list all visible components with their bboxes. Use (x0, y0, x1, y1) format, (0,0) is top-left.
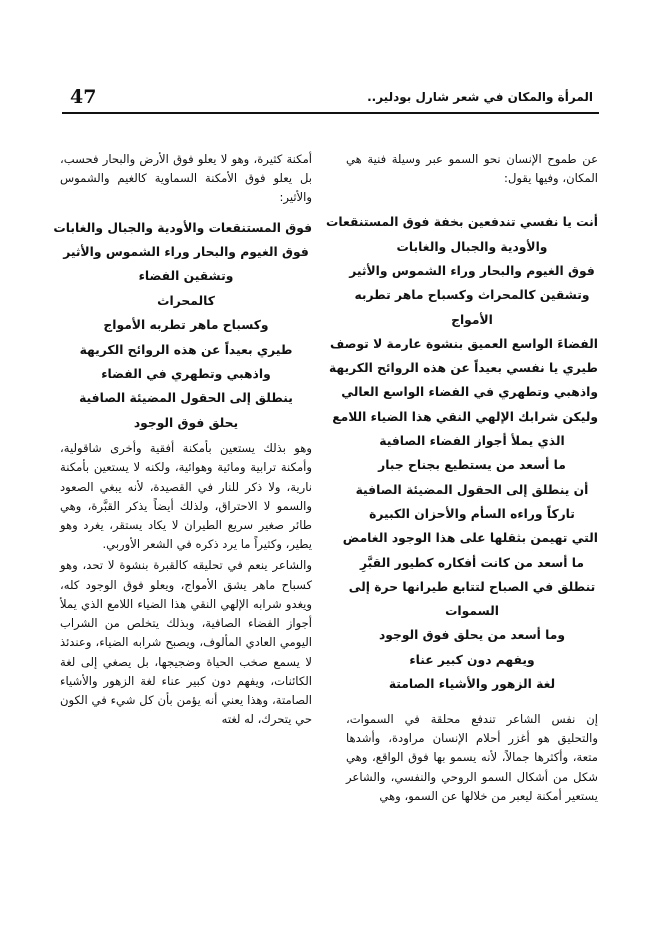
verse-line: فوق المستنقعات والأودية والجبال والغابات (53, 220, 312, 235)
text-line: وهو بذلك يستعين بأمكنة أفقية وأخرى (110, 441, 312, 456)
verse-line: فوق الغيوم والبحار وراء الشموس والأثير (349, 264, 595, 278)
page-header (62, 86, 599, 110)
right-closing-paragraph (346, 710, 598, 806)
verse-line: فوق الغيوم والبحار وراء الشموس والأثير (63, 245, 309, 260)
verse-line: التي تهيمن بثقلها على هذا الوجود الغامض (342, 531, 598, 546)
verse-line: وتشقين الفضاء (138, 269, 234, 284)
text-line: الصافية، وبذلك يتخلص من الشراب اليومي (60, 616, 312, 650)
left-paragraph-3 (60, 556, 312, 729)
left-verse-block (53, 216, 312, 436)
text-line: كالغيم والشموس والأثير: (60, 171, 312, 205)
verse-line: تنطلق في الصباح لتتابع طيرانها حرة إلى (348, 579, 596, 594)
text-line: الشعر الأوربي. (102, 537, 173, 552)
right-verse-block (326, 210, 598, 696)
verse-line: ما أسعد من يستطيع بجناح جبار (378, 458, 566, 473)
page-number: 47 (70, 86, 97, 108)
right-column (326, 150, 599, 803)
verse-line: طيري بعيداً عن هذه الروائح الكريهة (79, 342, 293, 357)
text-line: بأن كل شيء في الكون حي يتحرك، له لغته (60, 692, 312, 727)
text-line: هي المكان، وفيها يقول: (346, 152, 598, 186)
verse-line: أنت يا نفسي تندفعين بخفة فوق المستنقعات (326, 215, 598, 230)
verse-line: كالمحراث (157, 293, 215, 308)
verse-line: واذهبي وتطهري في الفضاء (101, 367, 271, 382)
text-line: مراودة، وأشدها متعة، وأكثرها جمالاً، لأنه (346, 731, 598, 765)
verse-line: الذي يملأ أجواز الفضاء الصافية (379, 434, 565, 449)
running-title: المرأة والمكان في شعر شارل بودلير.. (367, 90, 593, 104)
text-line: أمكنة ليعبر من خلالها عن السمو، وهي (379, 788, 562, 803)
verse-line: يحلق فوق الوجود (133, 415, 239, 430)
left-intro-paragraph (60, 150, 312, 208)
text-line: شاقولية، وأمكنة ترابية ومائية وهوائية، (60, 441, 312, 475)
text-line: الزهور والأشياء الصامتة، وهذا يعني أنه يؤمن (60, 673, 312, 707)
verse-line: وتشقين كالمحراث وكسباح ماهر تطربه (354, 288, 590, 303)
text-line: لا يسمع صخب الحياة وضجيجها، بل يصغي (102, 654, 312, 669)
text-line: فوق الوجود كله، ويغدو شرابه الإلهي النقي (60, 577, 313, 611)
verse-line: وليكن شرابك الإلهي النقي هذا الضياء اللامع (332, 409, 598, 424)
text-line: الاحتراق، ولذلك أيضاً يذكر القبَّرة، وهي (60, 498, 258, 513)
text-line: طائر صغير سريع الطيران لا يكاد يستقر، (109, 518, 312, 533)
verse-line: السموات (445, 604, 499, 619)
verse-line: وكسباح ماهر تطربه الأمواج (103, 318, 269, 333)
text-line: أمكنة كثيرة، وهو لا يعلو فوق الأرض والبحار (102, 152, 312, 166)
verse-line: ينطلق إلى الحقول المضيئة الصافية (79, 391, 293, 406)
verse-line: واذهبي وتطهري في الفضاء الواسع العالي (341, 385, 598, 400)
text-line: يغرد وهو يطير، وكثيراً ما يرد ذكره في (60, 518, 312, 552)
right-intro-paragraph (346, 150, 598, 188)
verse-line: الفضاءَ الواسع العميق بنشوة عارمة لا توصف (329, 336, 598, 351)
left-column (53, 150, 313, 729)
text-line: السمو الروحي والنفسي، والشاعر يستعير (346, 769, 598, 803)
text-line: هذا الضياء اللامع الذي يملأ أجواز الفضاء (60, 596, 313, 631)
text-line: يسمو بها فوق الواقع، وهي شكل من أشكال (346, 750, 598, 784)
text-line: تحد، وهو كسباح ماهر يشق الأمواج، ويعلو (60, 558, 312, 592)
text-line: ولكنه لا يستعين بأمكنة نارية، ولا ذكر (60, 460, 312, 494)
text-line: عن طموح الإنسان نحو السمو عبر وسيلة فنية (367, 152, 598, 166)
text-line: العادي المألوف، ويصبح شرابه الضياء، وعندئذ (60, 635, 276, 650)
left-paragraph-2 (60, 439, 312, 554)
text-line: للنار في القصيدة، لأنه يبغي الصعود والسمو لا (60, 479, 312, 513)
verse-line: ويفهم دون كبير عناء (409, 652, 535, 667)
verse-line: تاركاً وراءه السأم والأحزان الكبيرة (369, 506, 575, 521)
verse-line: الأمواج (451, 312, 493, 327)
header-rule (62, 112, 599, 114)
verse-line: وما أسعد من يحلق فوق الوجود (378, 628, 566, 643)
text-line: والشاعر ينعم في تحليقه كالقبرة بنشوة لا (107, 558, 312, 573)
verse-line: طيري يا نفسي بعيداً عن هذه الروائح الكريهة (328, 361, 598, 376)
verse-line: والأودية والجبال والغابات (396, 239, 548, 254)
verse-line: ما أسعد من كانت أفكاره كطيور القبَّرِ (359, 555, 585, 570)
text-line: فحسب، بل يعلو فوق الأمكنة السماوية (60, 152, 312, 186)
text-line: إن نفس الشاعر تندفع محلقة في (404, 712, 598, 726)
text-line: السموات، والتحليق هو أغزر أحلام الإنسان (346, 712, 599, 746)
verse-line: لغة الزهور والأشياء الصامتة (388, 677, 556, 692)
verse-line: أن ينطلق إلى الحقول المضيئة الصافية (355, 482, 589, 497)
text-line: إلى لغة الكائنات، ويفهم دون كبير عناء لغة (60, 654, 312, 688)
